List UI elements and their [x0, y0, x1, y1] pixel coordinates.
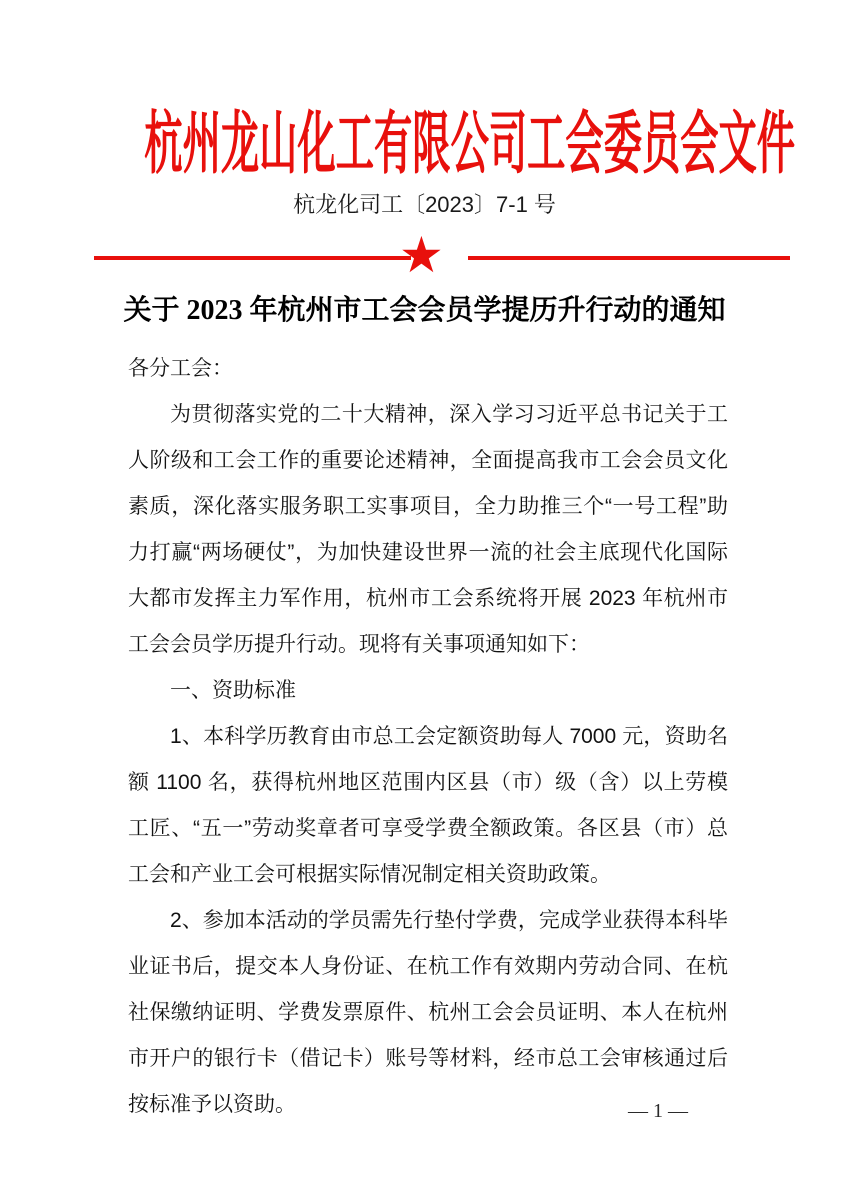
notice-title: 关于 2023 年杭州市工会会员学提历升行动的通知 — [123, 295, 726, 326]
document-number: 杭龙化司工〔2023〕7-1 号 — [293, 192, 556, 217]
document-body — [128, 346, 728, 1128]
red-rule-right-segment — [468, 256, 790, 260]
body-paragraph-3: 2、参加本活动的学员需先行垫付学费，完成学业获得本科毕业证书后，提交本人身份证、在杭工作有效期内劳动合同、在杭社保缴纳证明、学费发票原件、杭州工会会员证明、本人在杭州市开户的银行卡（借记卡）账号等材料，经市总工会审核通过后按标准予以资助。 — [128, 909, 728, 1116]
section-heading: 一、资助标准 — [170, 679, 296, 702]
salutation: 各分工会： — [128, 357, 233, 380]
body-paragraph-1: 为贯彻落实党的二十大精神，深入学习习近平总书记关于工人阶级和工会工作的重要论述精神，全面提高我市工会会员文化素质，深化落实服务职工实事项目，全力助推三个“一号工程”助力打赢“两场硬仗”，为加快建设世界一流的社会主底现代化国际大都市发挥主力军作用，杭州市工会系统将开展 2023 年杭州市工会会员学历提升行动。现将有关事项通知如下： — [128, 403, 728, 656]
red-rule-left-segment — [94, 256, 411, 260]
star-icon: ★ — [399, 227, 444, 283]
document-org-title: 杭州龙山化工有限公司工会委员会文件 — [144, 105, 796, 183]
body-paragraph-2: 1、本科学历教育由市总工会定额资助每人 7000 元，资助名额 1100 名，获得杭州地区范围内区县（市）级（含）以上劳模工匠、“五一”劳动奖章者可享受学费全额政策。各区县（市）总工会和产业工会可根据实际情况制定相关资助政策。 — [128, 725, 728, 886]
page-number: — 1 — — [628, 1100, 688, 1122]
